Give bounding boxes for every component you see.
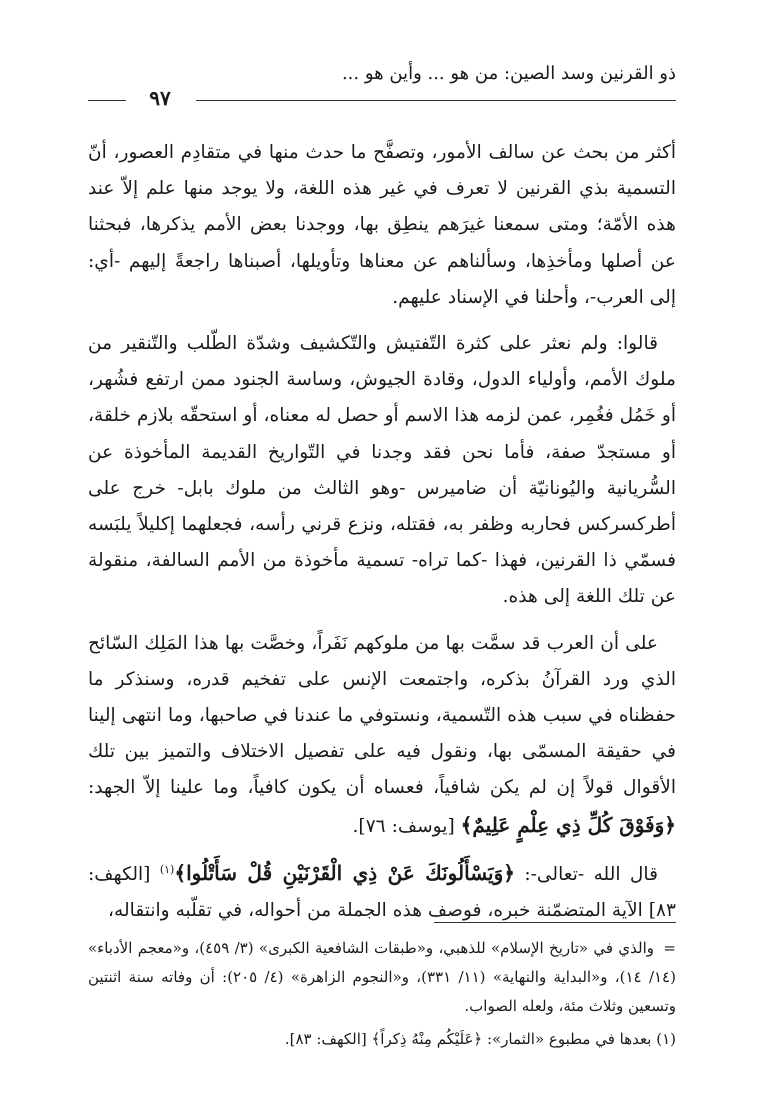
paragraph-2: قالوا: ولم نعثر على كثرة التّفتيش والتّكشيف وشدّة الطّلب والتّنقير من ملوك الأمم، وأولياء الدول، وقادة الجيوش، وساسة الجنود ممن ارتفع فشُهر، أو خَمُل فغُمِر، عمن لزمه هذا الاسم أو حصل له معناه، أو استحقّه بلازم خلقة، أو مستجدّ صفة، فأما نحن فقد وجدنا في التّواريخ القديمة المأخوذة عن السُّريانية واليُونانيّة أن ضاميرس -وهو الثالث من ملوك بابل- خرج على أطركسركس فحاربه وظفر به، فقتله، ونزع قرني رأسه، فجعلهما إكليلاً يلبَسه فسمّي ذا القرنين، فهذا -كما تراه- تسمية مأخوذة من الأمم السالفة، منقولة عن تلك اللغة إلى هذه. [88,333,676,608]
header-rule-short [88,100,126,101]
quran-verse-kahf: ﴿وَيَسْأَلُونَكَ عَنْ ذِي الْقَرْنَيْنِ قُلْ سَأَتْلُوا﴾ [174,860,515,885]
verse-reference-yusuf: [يوسف: ٧٦]. [352,815,455,837]
footnote-separator [434,922,676,923]
paragraph-3-text: على أن العرب قد سمَّت بها من ملوكهم نَفَراً، وخصَّت بها هذا المَلِك السّائح الذي ورد القرآنُ بذكره، واجتمعت الإنس على تفخيم قدره، وسنذكر ما حفظناه في سبب هذه التّسمية، ونستوفي ما عندنا في صاحبها، وما انتهى إلينا في حقيقة المسمّى بها، ونقول فيه على تفصيل الاختلاف والتميز بين تلك الأقوال قولاً إن لم يكن شافياً، فعساه أن يكون كافياً، وما علينا إلاّ الجهد: [88,632,676,799]
footnote-1 [88,1025,676,1054]
footnote-continuation-text: والذي في «تاريخ الإسلام» للذهبي، و«طبقات الشافعية الكبرى» (٣/ ٤٥٩)، و«معجم الأدباء» (١٤/ ١٤)، و«البداية والنهاية» (١١/ ٣٣١)، و«النجوم الزاهرة» (٤/ ٢٠٥): أن وفاته سنة اثنتين وتسعين وثلاث مئة، ولعله الصواب. [88,939,676,1015]
paragraph-4-rest: [الكهف: ٨٣] الآية المتضمّنة خبره، فوصف هذه الجملة من أحواله، في تقلّبه وانتقاله، [88,863,676,922]
continuation-mark: = [663,939,676,957]
paragraph-4 [88,855,676,929]
footnote-1-mark: (١) [656,1030,676,1048]
page-number: ٩٧ [149,86,171,110]
footnote-reference-1[interactable]: (١) [159,862,175,876]
footnotes-section [88,934,676,1058]
footnote-1-text: بعدها في مطبوع «الثمار»: ﴿عَلَيْكُم مِنْهُ ذِكراً﴾ [الكهف: ٨٣]. [284,1030,652,1048]
paragraph-4-intro: قال الله -تعالى-: [524,863,658,885]
paragraph-1: أكثر من بحث عن سالف الأمور، وتصفَّح ما حدث منها في متقادِم العصور، أنّ التسمية بذي القرنين لا تعرف في غير هذه اللغة، ولا يوجد منها علم إلاّ عند هذه الأمّة؛ ومتى سمعنا غيرَهم ينطِق بها، ووجدنا بعض الأمم يذكرها، فبحثنا عن أصلها ومأخذِها، وسألناهم عن معناها وتأويلها، أصبناها راجعةً إليهم -أي: إلى العرب-، وأحلنا في الإسناد عليهم. [88,142,676,308]
footnote-continuation [88,934,676,1021]
running-title: ذو القرنين وسد الصين: من هو ... وأين هو ... [341,63,676,84]
paragraph-3 [88,626,676,845]
quran-verse-yusuf: ﴿وَفَوْقَ كُلِّ ذِي عِلْمٍ عَلِيمٌ﴾ [460,812,676,837]
header-rule [196,100,676,101]
main-text [88,135,676,939]
